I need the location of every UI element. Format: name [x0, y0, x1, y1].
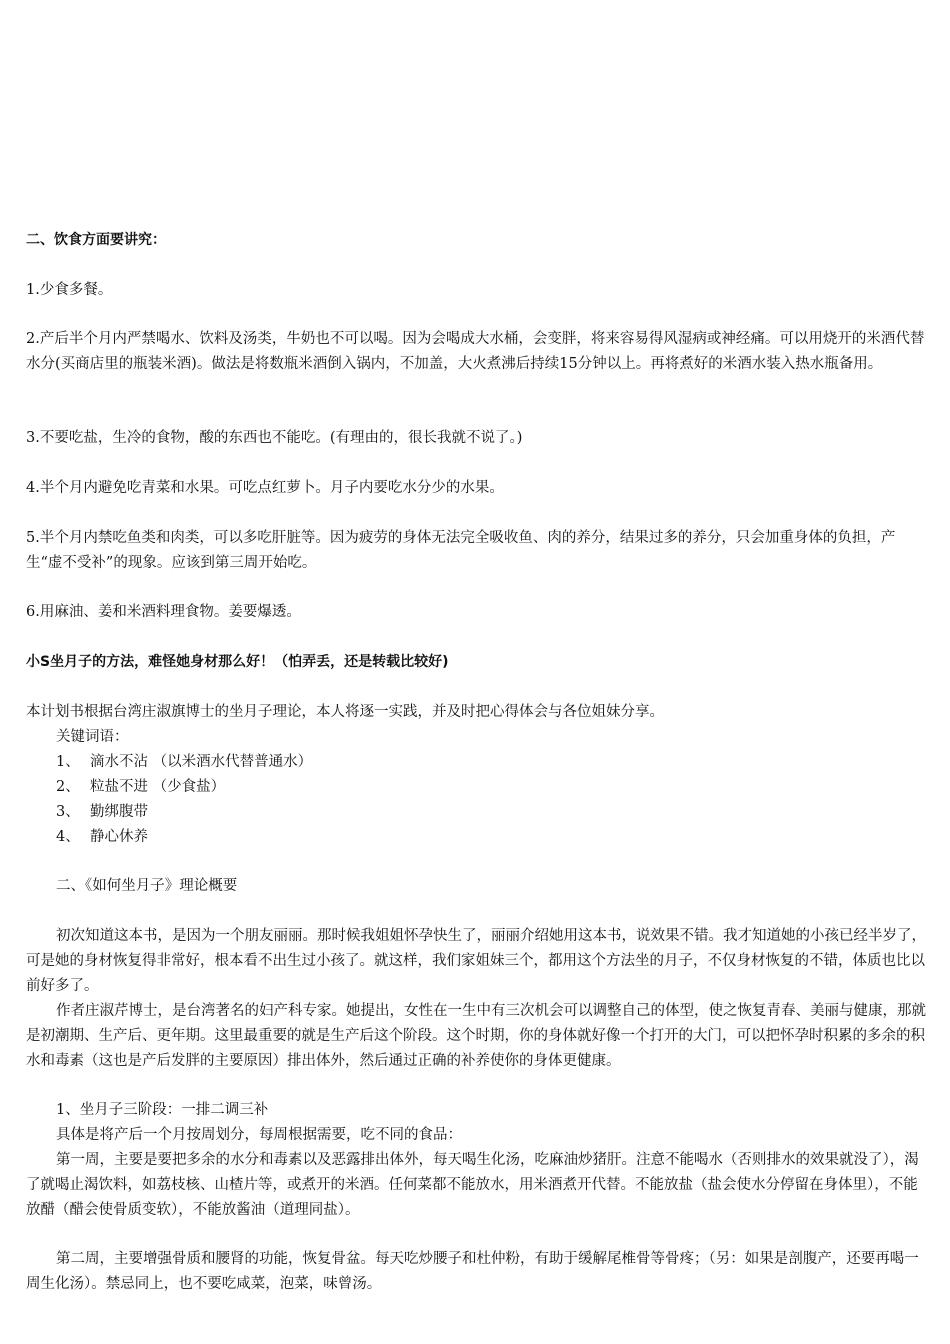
keyword-text: 静心休养 — [90, 829, 148, 845]
diet-item-3: 3.不要吃盐，生冷的食物，酸的东西也不能吃。(有理由的，很长我就不说了。) — [26, 430, 523, 446]
keyword-item — [26, 825, 926, 850]
paragraph-week-2: 第二周，主要增强骨质和腰肾的功能，恢复骨盆。每天吃炒腰子和杜仲粉，有助于缓解尾椎骨等骨疼；（另：如果是剖腹产，还要再喝一周生化汤）。禁忌同上，也不要吃咸菜，泡菜，味曾汤。 — [26, 1251, 919, 1292]
paragraph-first-knowledge: 初次知道这本书，是因为一个朋友丽丽。那时候我姐姐怀孕快生了，丽丽介绍她用这本书，说效果不错。我才知道她的小孩已经半岁了，可是她的身材恢复得非常好，根本看不出生过小孩了。就这样，我们家姐妹三个，都用这个方法坐的月子，不仅身材恢复的不错，体质也比以前好多了。 — [26, 928, 926, 994]
keyword-number: 3、 — [56, 804, 80, 820]
keyword-text: 粒盐不进 （少食盐） — [90, 779, 226, 795]
keyword-item — [26, 750, 926, 775]
diet-item-4: 4.半个月内避免吃青菜和水果。可吃点红萝卜。月子内要吃水分少的水果。 — [26, 480, 504, 496]
keyword-list — [26, 750, 926, 850]
keyword-item — [26, 800, 926, 825]
diet-item-5: 5.半个月内禁吃鱼类和肉类，可以多吃肝脏等。因为疲劳的身体无法完全吸收鱼、肉的养分，结果过多的养分，只会加重身体的负担，产生“虚不受补”的现象。应该到第三周开始吃。 — [26, 530, 896, 571]
stages-intro: 具体是将产后一个月按周划分，每周根据需要，吃不同的食品： — [56, 1127, 462, 1143]
intro-paragraph: 本计划书根据台湾庄淑旗博士的坐月子理论，本人将逐一实践，并及时把心得体会与各位姐妹分享。 — [26, 704, 664, 720]
stages-heading: 1、坐月子三阶段：一排二调三补 — [56, 1102, 269, 1118]
section-heading-diet: 二、饮食方面要讲究： — [26, 232, 166, 248]
paragraph-author: 作者庄淑芹博士，是台湾著名的妇产科专家。她提出，女性在一生中有三次机会可以调整自己的体型，使之恢复青春、美丽与健康，那就是初潮期、生产后、更年期。这里最重要的就是生产后这个阶段。这个时期，你的身体就好像一个打开的大门，可以把怀孕时积累的多余的积水和毒素（这也是产后发胖的主要原因）排出体外，然后通过正确的补养使你的身体更健康。 — [26, 1003, 926, 1069]
theory-heading: 二、《如何坐月子》理论概要 — [56, 878, 238, 894]
keyword-number: 4、 — [56, 829, 80, 845]
keyword-text: 滴水不沾 （以米酒水代替普通水） — [90, 754, 313, 770]
diet-item-2: 2.产后半个月内严禁喝水、饮料及汤类，牛奶也不可以喝。因为会喝成大水桶，会变胖，将来容易得风湿病或神经痛。可以用烧开的米酒代替水分(买商店里的瓶装米酒)。做法是将数瓶米酒倒入锅内，不加盖，大火煮沸后持续15分钟以上。再将煮好的米酒水装入热水瓶备用。 — [26, 331, 925, 372]
diet-item-1: 1.少食多餐。 — [26, 282, 113, 298]
paragraph-week-1: 第一周，主要是要把多余的水分和毒素以及恶露排出体外，每天喝生化汤，吃麻油炒猪肝。注意不能喝水（否则排水的效果就没了），渴了就喝止渴饮料，如荔枝核、山楂片等，或煮开的米酒。任何菜都不能放水，用米酒煮开代替。不能放盐（盐会使水分停留在身体里），不能放醋（醋会使骨质变软），不能放酱油（道理同盐）。 — [26, 1152, 919, 1218]
diet-item-6: 6.用麻油、姜和米酒料理食物。姜要爆透。 — [26, 604, 301, 620]
xs-heading: 小S坐月子的方法，难怪她身材那么好！（怕弄丢，还是转载比较好) — [26, 654, 449, 670]
keyword-number: 2、 — [56, 779, 80, 795]
keyword-text: 勤绑腹带 — [90, 804, 148, 820]
keyword-item — [26, 775, 926, 800]
keywords-label: 关键词语： — [56, 729, 129, 745]
keyword-number: 1、 — [56, 754, 80, 770]
